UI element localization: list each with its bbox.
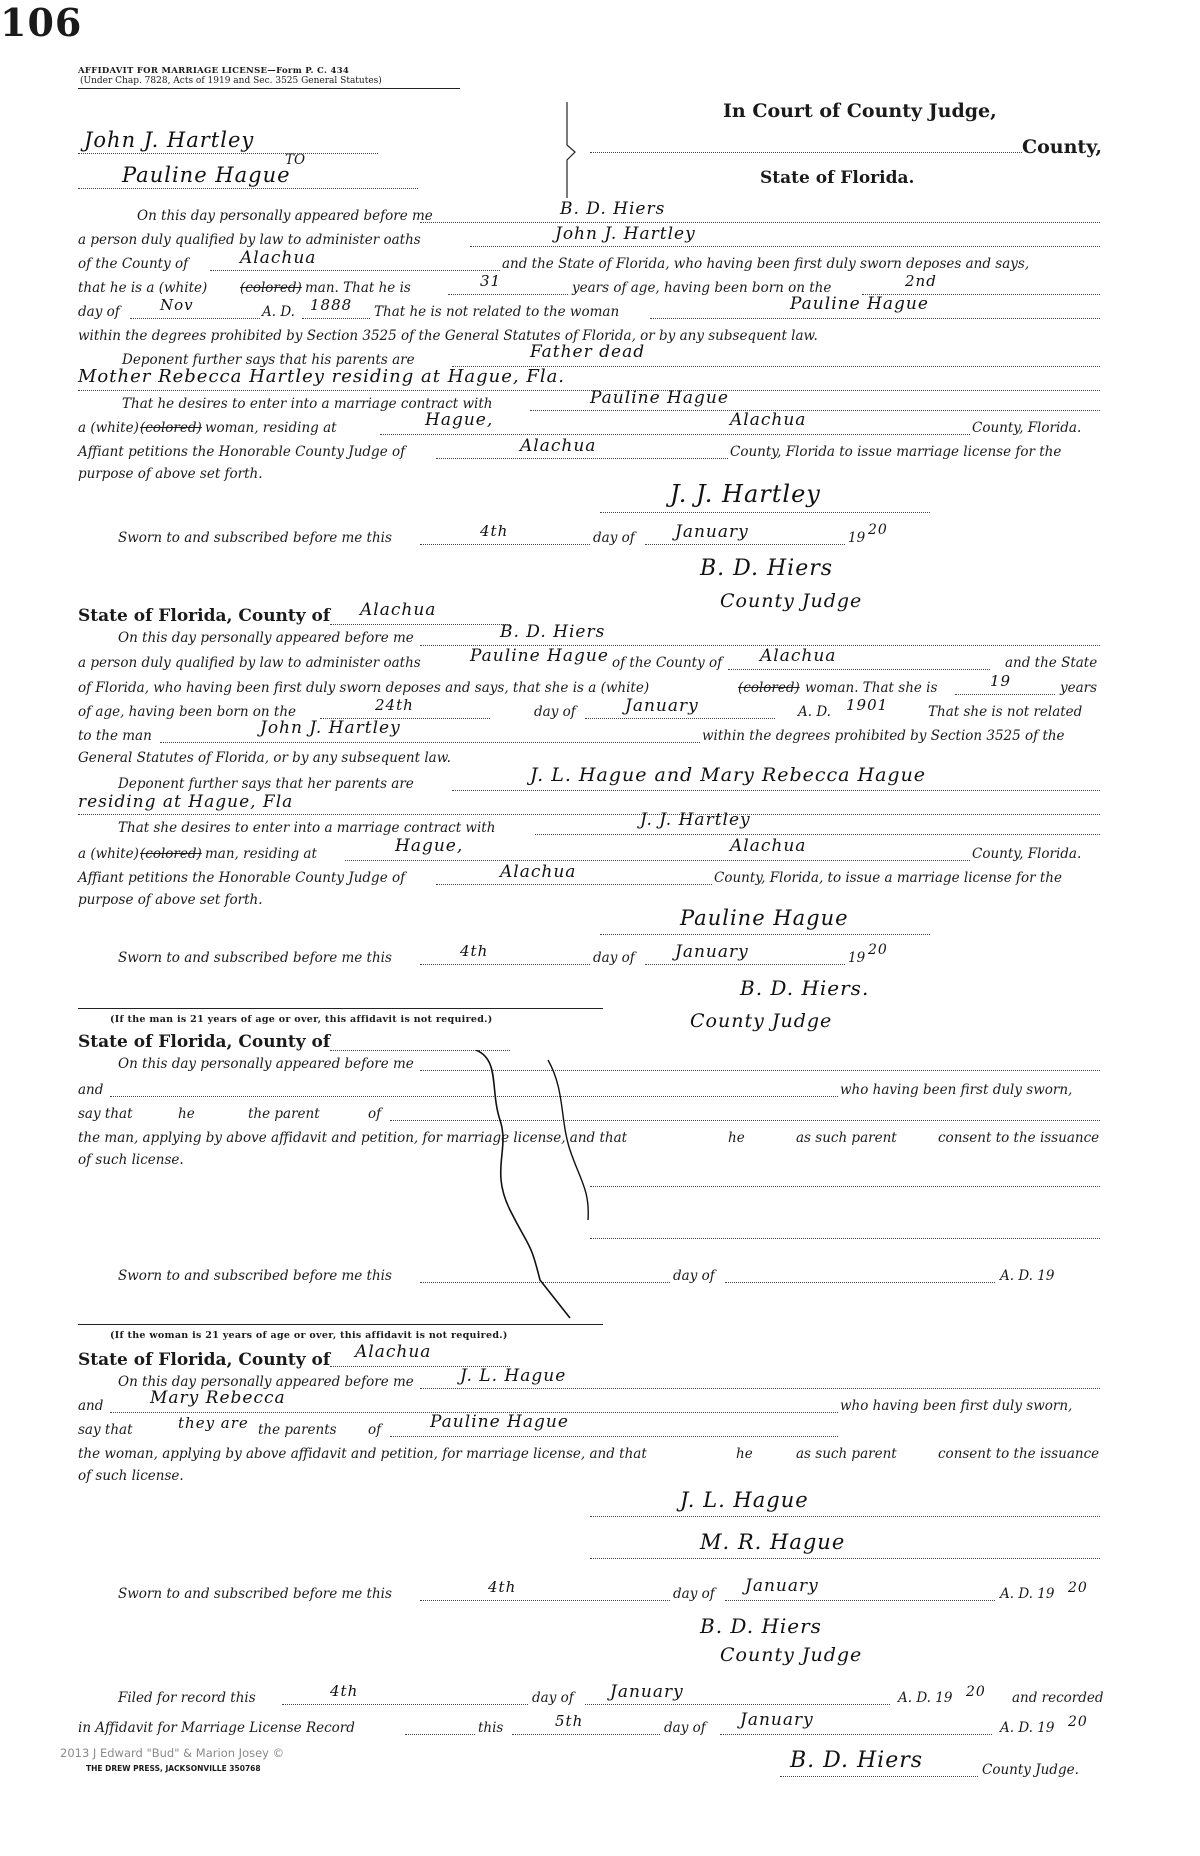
wa-l7: Deponent further says that her parents are bbox=[118, 776, 414, 792]
wa-l9: That she desires to enter into a marriage contract with bbox=[118, 820, 496, 836]
wa-l6: General Statutes of Florida, or by any subsequent law. bbox=[78, 750, 451, 766]
filing-l2b: this bbox=[478, 1720, 504, 1736]
mpc-l2b: who having been first duly sworn, bbox=[840, 1082, 1073, 1098]
ma-l1-line bbox=[420, 222, 1100, 223]
ma-l9: That he desires to enter into a marriage contract with bbox=[122, 396, 493, 412]
wa-l7-v: J. L. Hague and Mary Rebecca Hague bbox=[530, 764, 927, 786]
wa-l10c: County, Florida. bbox=[972, 846, 1082, 862]
ma-l2-line bbox=[470, 246, 1100, 247]
wpc-l2-v: Mary Rebecca bbox=[150, 1388, 286, 1408]
ma-l11-v: Alachua bbox=[520, 436, 597, 456]
filing-l2-year: 20 bbox=[1068, 1714, 1088, 1730]
mpc-sworn: Sworn to and subscribed before me this bbox=[118, 1268, 392, 1284]
ma-l7: Deponent further says that his parents are bbox=[122, 352, 415, 368]
wa-sworn-month-line bbox=[645, 964, 845, 965]
mpc-l4b: he bbox=[728, 1130, 745, 1146]
wpc-sworn: Sworn to and subscribed before me this bbox=[118, 1586, 392, 1602]
form-subtitle: (Under Chap. 7828, Acts of 1919 and Sec. 3525 General Statutes) bbox=[80, 76, 382, 86]
wpc-sworn-month: January bbox=[745, 1576, 819, 1596]
ma-l4b: man. That he is bbox=[305, 280, 411, 296]
ma-sworn-month-line bbox=[645, 544, 845, 545]
county-word: County, bbox=[1022, 136, 1103, 158]
form-title: AFFIDAVIT FOR MARRIAGE LICENSE—Form P. C. 434 bbox=[78, 66, 350, 76]
mpc-l3b: he bbox=[178, 1106, 195, 1122]
wpc-l3c: the parents bbox=[258, 1422, 337, 1438]
ma-l5c: That he is not related to the woman bbox=[374, 304, 620, 320]
mpc-sig-line-1 bbox=[590, 1186, 1100, 1187]
ma-l8-v: Mother Rebecca Hartley residing at Hague, Fla. bbox=[78, 366, 566, 387]
mpc-l4d: consent to the issuance bbox=[938, 1130, 1100, 1146]
wpc-judge-sig: B. D. Hiers bbox=[700, 1614, 822, 1638]
wa-signature: Pauline Hague bbox=[680, 906, 849, 930]
ma-l1-v: B. D. Hiers bbox=[560, 199, 666, 219]
wa-l5-line bbox=[160, 742, 700, 743]
ma-l10-line bbox=[380, 434, 970, 435]
wpc-l3-v: they are bbox=[178, 1414, 249, 1432]
wa-l3-age-line bbox=[955, 694, 1055, 695]
mpc-l3c: the parent bbox=[248, 1106, 320, 1122]
page-number: 106 bbox=[0, 0, 83, 45]
ma-signature: J. J. Hartley bbox=[670, 480, 821, 508]
mpc-dayof: day of bbox=[673, 1268, 715, 1284]
ma-l5-month-line bbox=[130, 318, 260, 319]
wa-sworn-year: 20 bbox=[868, 942, 888, 958]
ma-l4-day: 2nd bbox=[905, 272, 937, 290]
county-blank bbox=[590, 152, 1022, 153]
ma-l3a: of the County of bbox=[78, 256, 189, 272]
mpc-heading: State of Florida, County of bbox=[78, 1032, 331, 1052]
wa-l2: a person duly qualified by law to administer oaths bbox=[78, 655, 421, 671]
filing-judge-sig: B. D. Hiers bbox=[790, 1748, 924, 1773]
wpc-ad: A. D. 19 bbox=[1000, 1586, 1055, 1602]
mpc-l2a: and bbox=[78, 1082, 104, 1098]
groom-line bbox=[78, 153, 378, 154]
wa-l5b: within the degrees prohibited by Section 3525 of the bbox=[702, 728, 1065, 744]
wa-l2b: of the County of bbox=[612, 655, 723, 671]
filing-l2-day-line bbox=[512, 1734, 660, 1735]
wpc-l3a: say that bbox=[78, 1422, 133, 1438]
wa-l11-line bbox=[436, 884, 712, 885]
footer-copyright: 2013 J Edward "Bud" & Marion Josey © bbox=[60, 1746, 285, 1760]
ma-sworn-month: January bbox=[675, 522, 749, 542]
wa-l4-month-line bbox=[585, 718, 775, 719]
wa-sworn: Sworn to and subscribed before me this bbox=[118, 950, 392, 966]
filing-l1-year: 20 bbox=[966, 1684, 986, 1700]
filing-l1-month: January bbox=[610, 1682, 684, 1702]
wa-signature-line bbox=[600, 934, 930, 935]
mpc-sig-line-2 bbox=[590, 1238, 1100, 1239]
ma-signature-line bbox=[600, 512, 930, 513]
ma-l9-v: Pauline Hague bbox=[590, 388, 729, 408]
wa-l2c: and the State bbox=[1005, 655, 1098, 671]
ma-l4-age-line bbox=[448, 294, 568, 295]
ma-l10c: County, Florida. bbox=[972, 420, 1082, 436]
wpc-dayof: day of bbox=[673, 1586, 715, 1602]
filing-l2-month-line bbox=[720, 1734, 992, 1735]
wa-judge-title: County Judge bbox=[690, 1010, 833, 1032]
wa-l1: On this day personally appeared before me bbox=[118, 630, 414, 646]
ma-l3b: and the State of Florida, who having been first duly sworn deposes and says, bbox=[502, 256, 1030, 272]
ma-judge-sig: B. D. Hiers bbox=[700, 556, 834, 581]
filing-l1-day: 4th bbox=[330, 1682, 359, 1700]
wa-county: Alachua bbox=[360, 600, 437, 620]
party-brace bbox=[565, 100, 585, 200]
groom-name: John J. Hartley bbox=[84, 128, 255, 152]
wa-l4c: A. D. bbox=[798, 704, 831, 720]
filing-l2a: in Affidavit for Marriage License Record bbox=[78, 1720, 355, 1736]
wa-l2-v: Pauline Hague bbox=[470, 646, 609, 666]
wa-l10-struck: (colored) bbox=[140, 846, 202, 862]
ma-l10b: woman, residing at bbox=[205, 420, 337, 436]
ma-l11a: Affiant petitions the Honorable County Judge of bbox=[78, 444, 406, 460]
filing-l1d: and recorded bbox=[1012, 1690, 1104, 1706]
wpc-l4a: the woman, applying by above affidavit and petition, for marriage license, and that bbox=[78, 1446, 647, 1462]
wpc-note: (If the woman is 21 years of age or over, this affidavit is not required.) bbox=[110, 1330, 508, 1341]
ma-l2: a person duly qualified by law to administer oaths bbox=[78, 232, 421, 248]
ma-l5-v: Pauline Hague bbox=[790, 294, 929, 314]
ma-l5-line bbox=[650, 318, 1100, 319]
wa-l10b: man, residing at bbox=[205, 846, 317, 862]
ma-l6: within the degrees prohibited by Section 3525 of the General Statutes of Florida, or by any subsequent law. bbox=[78, 328, 818, 344]
wpc-l2b: who having been first duly sworn, bbox=[840, 1398, 1073, 1414]
wa-l12: purpose of above set forth. bbox=[78, 892, 263, 908]
ma-l1: On this day personally appeared before me bbox=[137, 208, 433, 224]
ma-judge-title: County Judge bbox=[720, 590, 863, 612]
wa-l4b: day of bbox=[534, 704, 576, 720]
wa-l11-v: Alachua bbox=[500, 862, 577, 882]
wa-l2-county: Alachua bbox=[760, 646, 837, 666]
ma-l7-v: Father dead bbox=[530, 342, 646, 362]
wpc-l4c: as such parent bbox=[796, 1446, 897, 1462]
wa-l10a: a (white) bbox=[78, 846, 139, 862]
wa-l2-line bbox=[728, 669, 990, 670]
wa-l4-month: January bbox=[625, 696, 699, 716]
ma-sworn-year-pre: 19 bbox=[848, 530, 866, 546]
bride-name: Pauline Hague bbox=[122, 163, 291, 187]
wpc-rule bbox=[78, 1324, 603, 1325]
wa-sworn-day: 4th bbox=[460, 942, 489, 960]
state-word: State of Florida. bbox=[760, 168, 915, 188]
ma-l12: purpose of above set forth. bbox=[78, 466, 263, 482]
wa-l10-line bbox=[345, 860, 970, 861]
wpc-l4b: he bbox=[736, 1446, 753, 1462]
wa-l3c: years bbox=[1060, 680, 1098, 696]
wa-l7-line bbox=[452, 790, 1100, 791]
to-word: TO bbox=[285, 152, 306, 168]
mpc-l4c: as such parent bbox=[796, 1130, 897, 1146]
ma-l4-age: 31 bbox=[480, 272, 502, 290]
wa-l10-county: Alachua bbox=[730, 836, 807, 856]
wpc-sig1-line bbox=[590, 1516, 1100, 1517]
wa-heading: State of Florida, County of bbox=[78, 606, 331, 626]
filing-l2-month: January bbox=[740, 1710, 814, 1730]
ma-sworn-day: 4th bbox=[480, 522, 509, 540]
ma-l3-v: Alachua bbox=[240, 248, 317, 268]
wa-sworn-dayof: day of bbox=[593, 950, 635, 966]
mpc-l3a: say that bbox=[78, 1106, 133, 1122]
wa-l3-struck: (colored) bbox=[738, 680, 800, 696]
wa-l3a: of Florida, who having been first duly sworn deposes and says, that she is a (white) bbox=[78, 680, 650, 696]
filing-l1b: day of bbox=[532, 1690, 574, 1706]
filing-l1-day-line bbox=[282, 1704, 528, 1705]
wa-l4-year: 1901 bbox=[846, 696, 889, 714]
wa-l8-v: residing at Hague, Fla bbox=[78, 792, 294, 812]
wa-sworn-day-line bbox=[420, 964, 590, 965]
filing-l1c: A. D. 19 bbox=[898, 1690, 953, 1706]
wa-l10-res: Hague, bbox=[395, 836, 464, 856]
ma-l8-line bbox=[78, 390, 1100, 391]
header-rule bbox=[78, 88, 460, 89]
wa-l1-v: B. D. Hiers bbox=[500, 622, 606, 642]
bride-line bbox=[78, 188, 418, 189]
filing-l1a: Filed for record this bbox=[118, 1690, 256, 1706]
wa-l5-v: John J. Hartley bbox=[260, 718, 401, 738]
wa-l4d: That she is not related bbox=[928, 704, 1083, 720]
ma-l4a: that he is a (white) bbox=[78, 280, 208, 296]
ma-l11-line bbox=[436, 458, 728, 459]
filing-l2c: day of bbox=[664, 1720, 706, 1736]
ma-l4-struck: (colored) bbox=[240, 280, 302, 296]
wpc-sig1: J. L. Hague bbox=[680, 1488, 809, 1512]
ma-l5-year: 1888 bbox=[310, 296, 353, 314]
ma-sworn-day-line bbox=[420, 544, 590, 545]
filing-l2-day: 5th bbox=[555, 1712, 584, 1730]
wpc-l1-line bbox=[420, 1388, 1100, 1389]
wpc-county: Alachua bbox=[355, 1342, 432, 1362]
wa-sworn-month: January bbox=[675, 942, 749, 962]
wpc-l3-line bbox=[390, 1436, 838, 1437]
wpc-sig2: M. R. Hague bbox=[700, 1530, 846, 1554]
wpc-heading: State of Florida, County of bbox=[78, 1350, 331, 1370]
ma-l10-county: Alachua bbox=[730, 410, 807, 430]
wpc-l2a: and bbox=[78, 1398, 104, 1414]
ma-l4c: years of age, having been born on the bbox=[572, 280, 832, 296]
ma-sworn: Sworn to and subscribed before me this bbox=[118, 530, 392, 546]
ma-l3-line bbox=[210, 270, 500, 271]
mpc-l1: On this day personally appeared before me bbox=[118, 1056, 414, 1072]
ma-l5b: A. D. bbox=[262, 304, 295, 320]
filing-l1-month-line bbox=[585, 1704, 890, 1705]
wa-l9-line bbox=[535, 834, 1100, 835]
wpc-l4d: consent to the issuance bbox=[938, 1446, 1100, 1462]
void-scribble bbox=[470, 1050, 600, 1320]
wa-l9-v: J. J. Hartley bbox=[640, 810, 751, 830]
filing-judge-title: County Judge. bbox=[982, 1762, 1079, 1778]
mpc-l3d: of bbox=[368, 1106, 382, 1122]
mpc-sworn-month-line bbox=[725, 1282, 995, 1283]
mpc-rule bbox=[78, 1008, 603, 1009]
wpc-sworn-month-line bbox=[725, 1600, 995, 1601]
ma-sworn-year: 20 bbox=[868, 522, 888, 538]
filing-l2a-line bbox=[405, 1734, 475, 1735]
wpc-l1: On this day personally appeared before me bbox=[118, 1374, 414, 1390]
mpc-note: (If the man is 21 years of age or over, this affidavit is not required.) bbox=[110, 1014, 493, 1025]
wa-l3-age: 19 bbox=[990, 672, 1012, 690]
wpc-l3-v2: Pauline Hague bbox=[430, 1412, 569, 1432]
wpc-sworn-year: 20 bbox=[1068, 1580, 1088, 1596]
ma-l10a: a (white) bbox=[78, 420, 139, 436]
wa-l4-day: 24th bbox=[375, 696, 414, 714]
ma-l10-struck: (colored) bbox=[140, 420, 202, 436]
wa-sworn-year-pre: 19 bbox=[848, 950, 866, 966]
wpc-sig2-line bbox=[590, 1558, 1100, 1559]
wpc-l3d: of bbox=[368, 1422, 382, 1438]
wa-l11b: County, Florida, to issue a marriage license for the bbox=[714, 870, 1062, 886]
filing-l2d: A. D. 19 bbox=[1000, 1720, 1055, 1736]
ma-l11b: County, Florida to issue marriage license for the bbox=[730, 444, 1062, 460]
ma-l10-res: Hague, bbox=[425, 410, 494, 430]
ma-l5a: day of bbox=[78, 304, 120, 320]
filing-judge-line bbox=[780, 1776, 978, 1777]
wa-county-line bbox=[330, 624, 510, 625]
ma-l9-line bbox=[530, 410, 1100, 411]
wpc-sworn-day: 4th bbox=[488, 1578, 517, 1596]
wpc-judge-title: County Judge bbox=[720, 1644, 863, 1666]
mpc-ad: A. D. 19 bbox=[1000, 1268, 1055, 1284]
wa-l5a: to the man bbox=[78, 728, 152, 744]
wpc-sworn-day-line bbox=[420, 1600, 670, 1601]
mpc-l4a: the man, applying by above affidavit and petition, for marriage license, and that bbox=[78, 1130, 628, 1146]
footer-printer: THE DREW PRESS, JACKSONVILLE 350768 bbox=[86, 1764, 261, 1773]
ma-l5-month: Nov bbox=[160, 296, 194, 314]
wpc-l1-v: J. L. Hague bbox=[460, 1366, 567, 1386]
wa-judge-sig: B. D. Hiers. bbox=[740, 976, 870, 1000]
wa-l8-line bbox=[78, 814, 1100, 815]
wa-l11a: Affiant petitions the Honorable County Judge of bbox=[78, 870, 406, 886]
ma-l2-v: John J. Hartley bbox=[555, 224, 696, 244]
mpc-l5: of such license. bbox=[78, 1152, 184, 1168]
ma-l5-year-line bbox=[302, 318, 370, 319]
court-heading: In Court of County Judge, bbox=[723, 100, 997, 122]
wpc-l5: of such license. bbox=[78, 1468, 184, 1484]
wa-l3b: woman. That she is bbox=[805, 680, 938, 696]
wa-l4a: of age, having been born on the bbox=[78, 704, 297, 720]
ma-sworn-dayof: day of bbox=[593, 530, 635, 546]
